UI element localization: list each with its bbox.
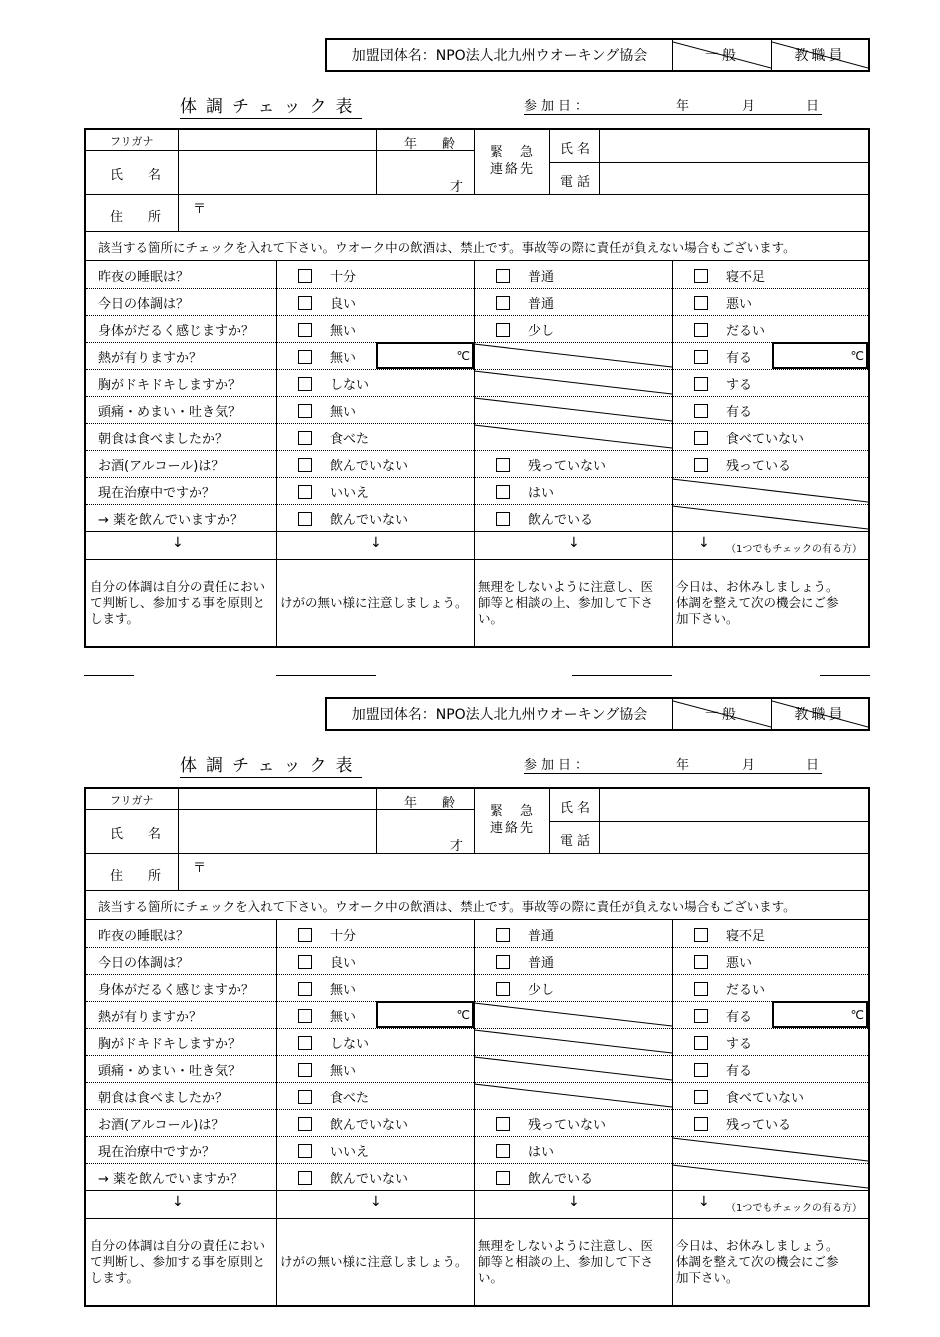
age-unit: 才: [450, 180, 464, 195]
advice-text: けがの無い様に注意しましょう。: [280, 595, 468, 610]
cut-line: [820, 675, 870, 676]
question-label: 胸がドキドキしますか？: [98, 1037, 242, 1052]
address-label: 住 所: [110, 869, 168, 884]
option-label: 無い: [330, 983, 357, 998]
option-label: 飲んでいない: [330, 1118, 409, 1133]
org-header: [325, 38, 870, 72]
age-label: 年 齢: [404, 796, 462, 811]
question-label: 朝食は食べましたか？: [98, 432, 229, 447]
category-staff[interactable]: 教職員: [772, 699, 868, 729]
option-label: 残っていない: [528, 459, 607, 474]
option-label: 有る: [726, 1010, 753, 1025]
advice-text: 無理をしないように注意し、医師等と相談の上、参加して下さい。: [478, 1238, 654, 1285]
form-title: 体調チェック表: [180, 751, 362, 778]
option-label: 食べていない: [726, 432, 805, 447]
option-label: 食べた: [330, 432, 370, 447]
month-label: 月: [742, 99, 756, 114]
cut-line: [276, 675, 376, 676]
option-label: 十分: [330, 929, 357, 944]
category-general[interactable]: 一般: [673, 40, 772, 70]
address-label: 住 所: [110, 210, 168, 225]
check-table: [84, 787, 870, 1307]
question-label: お酒(アルコール)は？: [98, 1118, 225, 1133]
participation-date[interactable]: [524, 753, 822, 774]
question-label: 昨夜の睡眠は？: [98, 929, 190, 944]
option-label: 無い: [330, 1064, 357, 1079]
advice-text: けがの無い様に注意しましょう。: [280, 1254, 468, 1269]
form-title: 体調チェック表: [180, 92, 362, 119]
temperature-field-normal[interactable]: ℃: [376, 342, 474, 369]
org-label: 加盟団体名：NPO法人北九州ウオーキング協会: [327, 40, 673, 70]
option-label: 普通: [528, 956, 555, 971]
age-label: 年 齢: [404, 137, 462, 152]
option-label: 飲んでいない: [330, 459, 409, 474]
postal-mark: 〒: [193, 861, 207, 876]
emergency-label: 緊 急 連絡先: [490, 145, 536, 177]
day-label: 日: [806, 758, 820, 773]
question-label: → 薬を飲んでいますか？: [98, 1172, 244, 1187]
check-table: [84, 128, 870, 648]
option-label: 寝不足: [726, 929, 766, 944]
advice-text: 今日は、お休みしましょう。体調を整えて次の機会にご参加下さい。: [676, 579, 839, 626]
instruction-text: 該当する箇所にチェックを入れて下さい。ウオーク中の飲酒は、禁止です。事故等の際に責任が負えない場合もございます。: [98, 240, 796, 255]
option-label: 良い: [330, 956, 357, 971]
cut-line: [84, 675, 134, 676]
option-label: 飲んでいない: [330, 1172, 409, 1187]
furigana-label: フリガナ: [110, 794, 154, 807]
furigana-label: フリガナ: [110, 135, 154, 148]
temperature-field-normal[interactable]: ℃: [376, 1001, 474, 1028]
question-label: 頭痛・めまい・吐き気？: [98, 1064, 242, 1079]
advice-text: 今日は、お休みしましょう。体調を整えて次の機会にご参加下さい。: [676, 1238, 839, 1285]
option-label: はい: [528, 486, 555, 501]
option-label: 飲んでいない: [330, 513, 409, 528]
arrow-note: （1つでもチェックの有る方）: [726, 544, 863, 555]
instruction-text: 該当する箇所にチェックを入れて下さい。ウオーク中の飲酒は、禁止です。事故等の際に責任が負えない場合もございます。: [98, 899, 796, 914]
option-label: 普通: [528, 297, 555, 312]
month-label: 月: [742, 758, 756, 773]
option-label: 飲んでいる: [528, 513, 594, 528]
option-label: 残っていない: [528, 1118, 607, 1133]
question-label: 身体がだるく感じますか？: [98, 324, 255, 339]
org-label: 加盟団体名：NPO法人北九州ウオーキング協会: [327, 699, 673, 729]
option-label: 良い: [330, 297, 357, 312]
date-label: 参加日：: [524, 758, 593, 773]
option-label: 少し: [528, 983, 555, 998]
option-label: 普通: [528, 929, 555, 944]
strike-lines: [86, 130, 868, 646]
question-label: 身体がだるく感じますか？: [98, 983, 255, 998]
temperature-field-fever[interactable]: ℃: [772, 342, 868, 369]
question-label: → 薬を飲んでいますか？: [98, 513, 244, 528]
option-label: 無い: [330, 324, 357, 339]
question-label: 現在治療中ですか？: [98, 1145, 216, 1160]
question-label: 今日の体調は？: [98, 297, 190, 312]
arrow-down-icon: ↓: [698, 1194, 710, 1210]
advice-text: 無理をしないように注意し、医師等と相談の上、参加して下さい。: [478, 579, 654, 626]
option-label: 寝不足: [726, 270, 766, 285]
option-label: 有る: [726, 405, 753, 420]
question-label: 胸がドキドキしますか？: [98, 378, 242, 393]
name-label: 氏 名: [110, 168, 168, 183]
option-label: 十分: [330, 270, 357, 285]
emergency-name-label: 氏名: [560, 142, 595, 157]
year-label: 年: [676, 99, 690, 114]
question-label: お酒(アルコール)は？: [98, 459, 225, 474]
emergency-phone-label: 電話: [560, 834, 595, 849]
year-label: 年: [676, 758, 690, 773]
category-general[interactable]: 一般: [673, 699, 772, 729]
question-label: 熱が有りますか？: [98, 1010, 203, 1025]
question-label: 昨夜の睡眠は？: [98, 270, 190, 285]
temperature-field-fever[interactable]: ℃: [772, 1001, 868, 1028]
arrow-down-icon: ↓: [370, 535, 382, 551]
arrow-down-icon: ↓: [698, 535, 710, 551]
option-label: いいえ: [330, 486, 370, 501]
option-label: だるい: [726, 983, 766, 998]
arrow-down-icon: ↓: [370, 1194, 382, 1210]
arrow-down-icon: ↓: [172, 535, 184, 551]
health-check-form-2: [0, 697, 940, 1337]
option-label: 無い: [330, 405, 357, 420]
option-label: する: [726, 378, 753, 393]
question-label: 頭痛・めまい・吐き気？: [98, 405, 242, 420]
option-label: だるい: [726, 324, 766, 339]
option-label: いいえ: [330, 1145, 370, 1160]
age-unit: 才: [450, 839, 464, 854]
arrow-note: （1つでもチェックの有る方）: [726, 1203, 863, 1214]
option-label: しない: [330, 378, 370, 393]
name-label: 氏 名: [110, 827, 168, 842]
option-label: 普通: [528, 270, 555, 285]
cut-line: [572, 675, 672, 676]
advice-text: 自分の体調は自分の責任において判断し、参加する事を原則とします。: [90, 1238, 266, 1285]
emergency-phone-label: 電話: [560, 175, 595, 190]
option-label: 無い: [330, 351, 357, 366]
option-label: 悪い: [726, 956, 753, 971]
option-label: しない: [330, 1037, 370, 1052]
arrow-down-icon: ↓: [172, 1194, 184, 1210]
option-label: 食べた: [330, 1091, 370, 1106]
day-label: 日: [806, 99, 820, 114]
emergency-name-label: 氏名: [560, 801, 595, 816]
option-label: 無い: [330, 1010, 357, 1025]
option-label: 残っている: [726, 459, 792, 474]
participation-date[interactable]: [524, 94, 822, 115]
option-label: はい: [528, 1145, 555, 1160]
option-label: 悪い: [726, 297, 753, 312]
option-label: 食べていない: [726, 1091, 805, 1106]
category-staff[interactable]: 教職員: [772, 40, 868, 70]
question-label: 現在治療中ですか？: [98, 486, 216, 501]
date-label: 参加日：: [524, 99, 593, 114]
option-label: 有る: [726, 351, 753, 366]
org-header: [325, 697, 870, 731]
question-label: 朝食は食べましたか？: [98, 1091, 229, 1106]
advice-text: 自分の体調は自分の責任において判断し、参加する事を原則とします。: [90, 579, 266, 626]
option-label: 少し: [528, 324, 555, 339]
strike-lines: [86, 789, 868, 1305]
option-label: する: [726, 1037, 753, 1052]
postal-mark: 〒: [193, 202, 207, 217]
option-label: 残っている: [726, 1118, 792, 1133]
option-label: 有る: [726, 1064, 753, 1079]
arrow-down-icon: ↓: [568, 1194, 580, 1210]
question-label: 今日の体調は？: [98, 956, 190, 971]
arrow-down-icon: ↓: [568, 535, 580, 551]
health-check-form-1: [0, 38, 940, 678]
emergency-label: 緊 急 連絡先: [490, 804, 536, 836]
option-label: 飲んでいる: [528, 1172, 594, 1187]
question-label: 熱が有りますか？: [98, 351, 203, 366]
